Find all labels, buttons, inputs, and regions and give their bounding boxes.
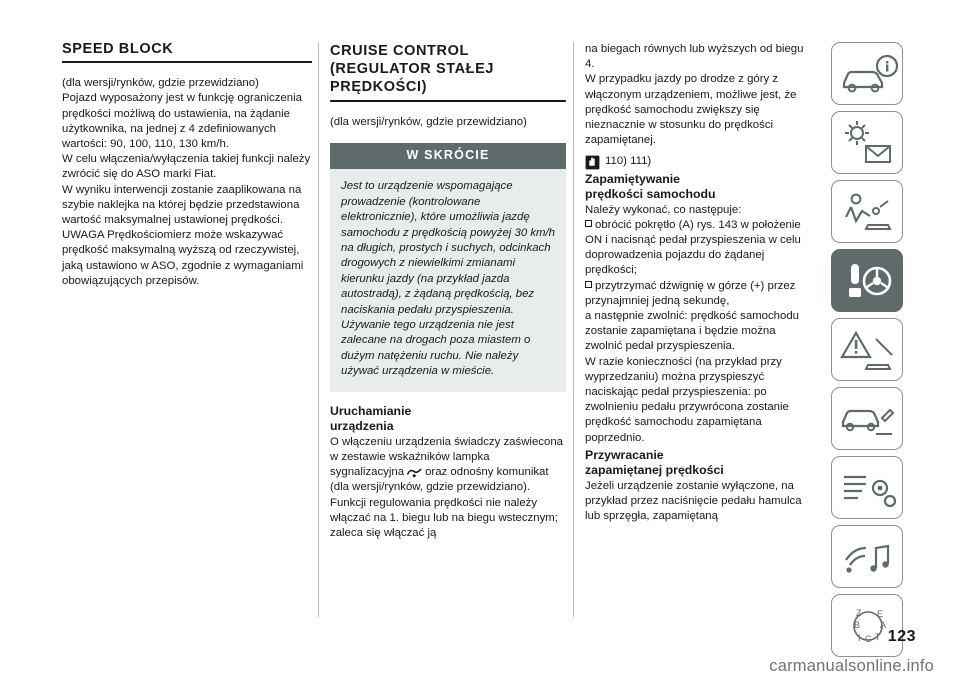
svg-text:E: E <box>877 609 884 619</box>
left-paragraph-2: Pojazd wyposażony jest w funkcję ograniczenia prędkości możliwą do ustawienia, na żądanie użytkownika, na jednej z 4 zdefiniowanych wartości: 90, 100, 110, 130 km/h. <box>62 92 302 151</box>
bullet-square-icon-1 <box>585 220 592 227</box>
left-paragraph-4: W wyniku interwencji zostanie zaaplikowana na szybie naklejka na której będzie przedstawiona wartość maksymalnej ustawionej prędkości. <box>62 183 302 227</box>
memorize-bullet-1 <box>585 218 815 279</box>
section-title-cruise-control <box>330 42 566 102</box>
cruise-title-line-2: (REGULATOR STAŁEJ <box>330 61 495 77</box>
page-number: 123 <box>887 628 916 645</box>
chapter-icon-emergency[interactable] <box>831 180 903 243</box>
restore-heading-line-1: Przywracanie <box>585 447 664 462</box>
restore-paragraph: Jeżeli urządzenie zostanie wyłączone, na przykład przez naciśnięcie pedału hamulca lub sprzęgła, zapamiętaną <box>585 479 802 523</box>
car-maintenance-icon <box>832 388 904 451</box>
activation-heading-line-2: urządzenia <box>330 418 394 433</box>
right-paragraph-1: na biegach równych lub wyższych od biegu 4. <box>585 43 804 71</box>
svg-text:A: A <box>880 620 887 630</box>
memorize-heading-line-2: prędkości samochodu <box>585 186 716 201</box>
subsection-restore-speed-heading <box>585 448 815 478</box>
memorize-intro: Należy wykonać, co następuje: <box>585 203 742 216</box>
memorize-paragraph-1: a następnie zwolnić: prędkość samochodu zostanie zapamiętana i będzie można zwolnić pedał przyspieszenia. <box>585 310 800 353</box>
svg-text:I: I <box>858 633 861 643</box>
cross-reference-line <box>585 154 815 169</box>
technical-data-icon <box>832 457 904 520</box>
cruise-title-line-3: PRĘDKOŚCI) <box>330 79 428 95</box>
left-paragraph-5: UWAGA Prędkościomierz może wskazywać prędkość maksymalną wyższą od rzeczywistej, jaką ustawiono w ASO, zgodnie z wymaganiami obowiązujących przepisów. <box>62 229 304 287</box>
column-divider-2 <box>573 42 574 617</box>
chapter-icon-alphabetical-index[interactable] <box>831 594 903 657</box>
cruise-control-telltale-icon <box>406 466 423 478</box>
cruise-title-line-1: CRUISE CONTROL <box>330 43 469 59</box>
multimedia-icon <box>832 526 904 589</box>
memorize-heading-line-1: Zapamiętywanie <box>585 171 680 186</box>
memorize-bullet-2-text: przytrzymać dźwignię w górze (+) przez przynajmniej jedną sekundę, <box>585 279 796 307</box>
chapter-index-strip <box>831 42 903 663</box>
page-title: SPEED BLOCK <box>62 42 312 63</box>
right-paragraph-2: W przypadku jazdy po drodze z góry z włączonym urządzeniem, możliwe jest, że prędkość samochodu zwiększy się nieznacznie w stosunku do prędkości zapamiętanej. <box>585 73 797 147</box>
in-brief-text: Jest to urządzenie wspomagające prowadzenie (kontrolowane elektronicznie), które umożliwia jazdę samochodu z prędkością powyżej 30 km/h na długich, prostych i suchych, odcinkach drogowych z niewielkimi zmianami kierunku jazdy (na przykład jazda autostradą), z żądaną prędkością, bez naciskania pedału przyspieszenia. Używanie tego urządzenia nie jest zalecane na drogach poza miastem o dużym natężeniu ruchu. Nie należy używać urządzenia w mieście. <box>330 169 566 391</box>
memorize-paragraph-2: W razie konieczności (na przykład przy wyprzedzaniu) można przyspieszyć naciskając pedał przyspieszenia: po zwolnieniu pedału przywrócona zostanie prędkość samochodu zapamiętana poprzednio. <box>585 355 789 444</box>
steering-wheel-icon <box>832 250 904 313</box>
alphabetical-index-icon <box>832 595 904 658</box>
subsection-activation-heading <box>330 404 566 434</box>
chapter-icon-technical-data[interactable] <box>831 456 903 519</box>
column-left <box>62 42 312 289</box>
dashboard-warning-lights-icon <box>832 112 904 175</box>
restore-heading-line-2: zapamiętanej prędkości <box>585 462 724 477</box>
chapter-icon-car-info[interactable] <box>831 42 903 105</box>
site-watermark: carmanualsonline.info <box>769 657 934 675</box>
chapter-icon-warning[interactable] <box>831 318 903 381</box>
reference-page-numbers: 110) 111) <box>605 155 652 168</box>
chapter-icon-dashboard[interactable] <box>831 111 903 174</box>
chapter-icon-multimedia[interactable] <box>831 525 903 588</box>
chapter-icon-driving[interactable] <box>831 249 903 312</box>
warning-triangle-icon <box>832 319 904 382</box>
svg-text:T: T <box>875 632 881 642</box>
memorize-bullet-1-text: obrócić pokrętło (A) rys. 143 w położenie ON i nacisnąć pedał przyspieszenia w celu doprowadzenia pojazdu do żądanej prędkości; <box>585 218 801 277</box>
middle-paragraph-1-text: O włączeniu urządzenia świadczy zaświecona w zestawie wskaźników lampka sygnalizacyjna <box>330 435 563 479</box>
middle-paragraph-1 <box>330 435 566 496</box>
svg-text:C: C <box>865 634 872 644</box>
left-paragraph-3: W celu włączenia/wyłączenia takiej funkcji należy zwrócić się do ASO marki Fiat. <box>62 153 311 181</box>
memorize-bullet-2 <box>585 279 815 309</box>
svg-text:B: B <box>854 620 861 630</box>
warning-hand-icon <box>585 155 600 170</box>
emergency-icon <box>832 181 904 244</box>
car-info-icon <box>832 43 904 106</box>
in-brief-header: W SKRÓCIE <box>330 143 566 169</box>
chapter-icon-maintenance[interactable] <box>831 387 903 450</box>
activation-heading-line-1: Uruchamianie <box>330 403 412 418</box>
middle-paragraph-1-cont: oraz odnośny komunikat (dla wersji/rynków, gdzie przewidziano). <box>330 466 549 494</box>
bullet-square-icon-2 <box>585 281 592 288</box>
subsection-memorize-speed-heading <box>585 172 815 202</box>
svg-text:Z: Z <box>856 608 862 618</box>
cruise-intro: (dla wersji/rynków, gdzie przewidziano) <box>330 116 527 128</box>
middle-paragraph-2: Funkcji regulowania prędkości nie należy włączać na 1. biegu lub na biegu wstecznym; zaleca się włączać ją <box>330 496 558 539</box>
left-paragraph-1: (dla wersji/rynków, gdzie przewidziano) <box>62 77 259 90</box>
column-divider-1 <box>318 42 319 617</box>
column-right <box>585 42 815 524</box>
column-middle <box>330 42 566 541</box>
